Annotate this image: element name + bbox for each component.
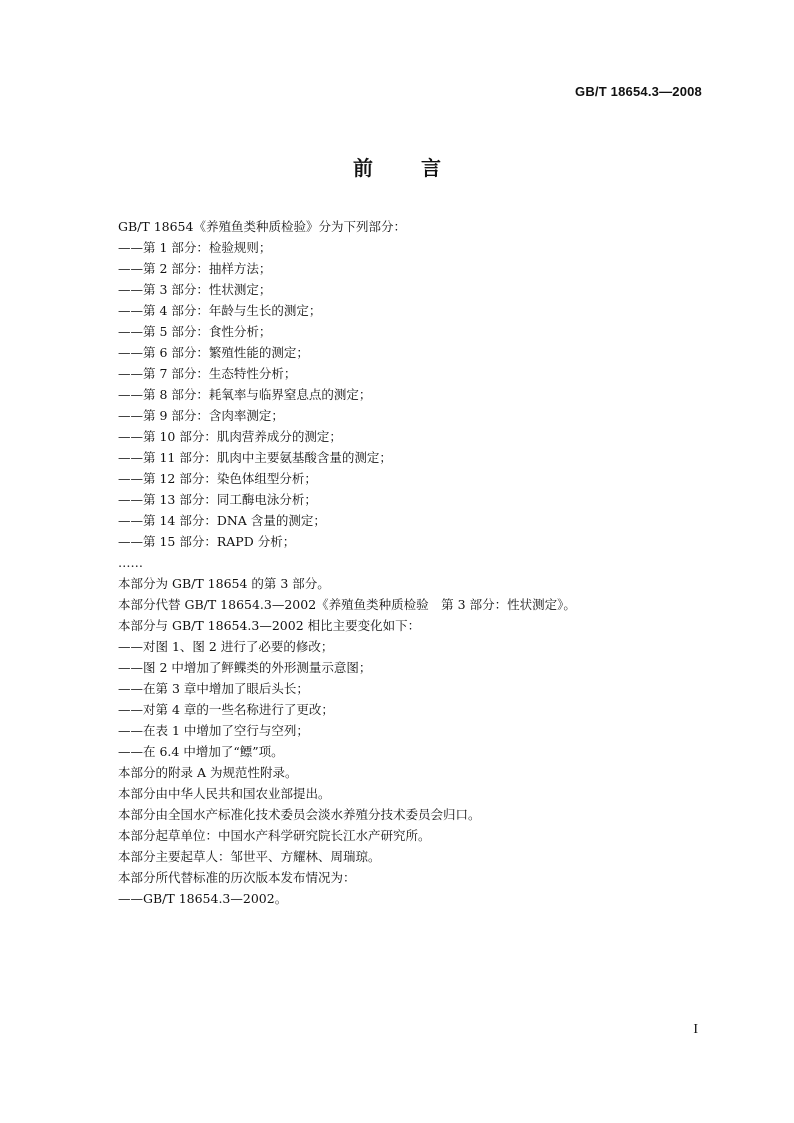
text-line: ——第 10 部分：肌肉营养成分的测定； — [118, 429, 342, 444]
text-line: 本部分由全国水产标准化技术委员会淡水养殖分技术委员会归口。 — [118, 807, 481, 822]
text-line: GB/T 18654《养殖鱼类种质检验》分为下列部分： — [118, 219, 406, 234]
text-line: 本部分的附录 A 为规范性附录。 — [118, 765, 298, 780]
text-line: ——第 11 部分：肌肉中主要氨基酸含量的测定； — [118, 450, 392, 465]
text-line: ——第 15 部分：RAPD 分析； — [118, 534, 296, 549]
text-line: ——第 5 部分：食性分析； — [118, 324, 272, 339]
page-title: 前言 — [353, 156, 489, 180]
text-line: ——在第 3 章中增加了眼后头长； — [118, 681, 309, 696]
text-line: ——第 4 部分：年龄与生长的测定； — [118, 303, 322, 318]
text-line: 本部分所代替标准的历次版本发布情况为： — [118, 870, 356, 885]
text-line: ——第 1 部分：检验规则； — [118, 240, 272, 255]
text-line: 本部分起草单位：中国水产科学研究院长江水产研究所。 — [118, 828, 431, 843]
text-line: ——第 7 部分：生态特性分析； — [118, 366, 297, 381]
text-line: ——GB/T 18654.3—2002。 — [118, 891, 288, 906]
standard-code: GB/T 18654.3—2008 — [575, 84, 702, 99]
text-line: ——第 6 部分：繁殖性能的测定； — [118, 345, 309, 360]
text-line: ——图 2 中增加了鲆鲽类的外形测量示意图； — [118, 660, 372, 675]
text-line: ——在表 1 中增加了空行与空列； — [118, 723, 309, 738]
text-line: …… — [118, 555, 143, 570]
text-line: ——第 3 部分：性状测定； — [118, 282, 272, 297]
text-line: ——第 12 部分：染色体组型分析； — [118, 471, 317, 486]
text-line: ——第 14 部分：DNA 含量的测定； — [118, 513, 326, 528]
text-line: 本部分由中华人民共和国农业部提出。 — [118, 786, 331, 801]
text-line: 本部分与 GB/T 18654.3—2002 相比主要变化如下： — [118, 618, 421, 633]
text-line: ——对图 1、图 2 进行了必要的修改； — [118, 639, 334, 654]
text-line: 本部分为 GB/T 18654 的第 3 部分。 — [118, 576, 330, 591]
text-line: 本部分代替 GB/T 18654.3—2002《养殖鱼类种质检验 第 3 部分：性状测定》。 — [118, 597, 576, 612]
text-line: ——第 8 部分：耗氧率与临界窒息点的测定； — [118, 387, 372, 402]
text-line: ——第 13 部分：同工酶电泳分析； — [118, 492, 317, 507]
preface-body — [118, 216, 718, 909]
text-line: ——对第 4 章的一些名称进行了更改； — [118, 702, 334, 717]
text-line: ——第 9 部分：含肉率测定； — [118, 408, 284, 423]
text-line: 本部分主要起草人：邹世平、方耀林、周瑞琼。 — [118, 849, 381, 864]
text-line: ——第 2 部分：抽样方法； — [118, 261, 272, 276]
text-line: ——在 6.4 中增加了“鳔”项。 — [118, 744, 284, 759]
page-number: I — [693, 1022, 698, 1037]
